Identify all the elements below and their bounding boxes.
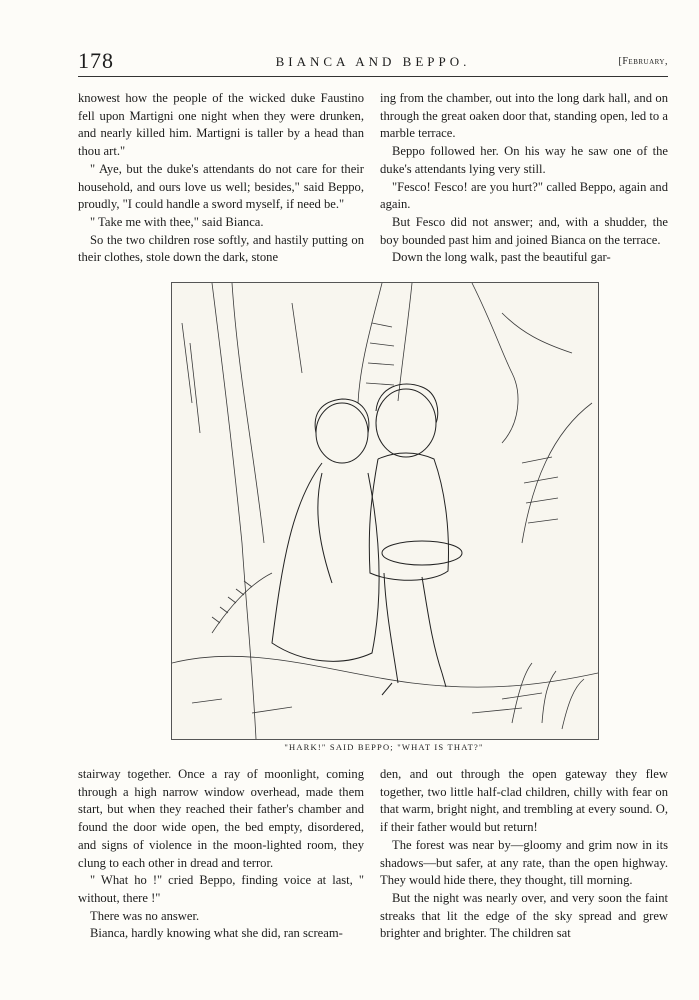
paragraph: Bianca, hardly knowing what she did, ran scream-: [90, 926, 343, 941]
paragraph: " What ho !" cried Beppo, finding voice at last, " without, there !": [78, 873, 364, 905]
header-rule: [78, 76, 668, 77]
paragraph: Beppo followed her. On his way he saw one of the duke's attendants lying very still.: [380, 144, 668, 176]
paragraph: knowest how the people of the wicked duke Faustino fell upon Martigni one night when they were drunken, and nearly killed him. Martigni is taller by a head than thou art.": [78, 91, 364, 159]
paragraph: " Aye, but the duke's attendants do not care for their household, and ours love us well; besides," said Beppo, proudly, "I could handle a sword myself, if need be.": [78, 161, 364, 212]
page-header: [78, 48, 668, 72]
paragraph: "Fesco! Fesco! are you hurt?" called Beppo, again and again.: [380, 179, 668, 212]
column-bottom-left: [78, 766, 364, 943]
paragraph: But Fesco did not answer; and, with a shudder, the boy bounded past him and joined Bianca on the terrace.: [380, 214, 668, 247]
paragraph: ing from the chamber, out into the long dark hall, and on through the great oaken door that, standing open, led to a marble terrace.: [380, 91, 668, 141]
paragraph: stairway together. Once a ray of moonlight, coming through a high narrow window overhead, made them start, but when they reached their father's chamber and found the door wide open, the bed empty, disordered, and signs of violence in the moon-lighted room, they clung to each other in dread and terror.: [78, 767, 364, 870]
figure-caption: "HARK!" SAID BEPPO; "WHAT IS THAT?": [284, 742, 484, 752]
paragraph: The forest was near by—gloomy and grim now in its shadows—but safer, at any rate, than the open highway. They would hide there, they thought, till morning.: [380, 837, 668, 888]
engraving-illustration: [171, 282, 599, 740]
running-title: BIANCA AND BEPPO.: [275, 54, 471, 69]
paragraph: There was no answer.: [90, 908, 200, 923]
paragraph: den, and out through the open gateway they flew together, two little half-clad children, chilly with fear on that warm, bright night, and trembling at every sound. O, if their father would but return!: [380, 767, 668, 835]
section-label: [February,: [618, 56, 668, 67]
column-top-right: [380, 90, 668, 267]
page-number: 178: [78, 48, 114, 73]
children-in-forest-engraving: [172, 283, 598, 739]
paragraph: " Take me with thee," said Bianca.: [90, 214, 264, 229]
column-top-left: [78, 90, 364, 267]
column-bottom-right: [380, 766, 668, 943]
paragraph: So the two children rose softly, and hastily putting on their clothes, stole down the dark, stone: [78, 232, 364, 265]
paragraph: Down the long walk, past the beautiful gar-: [392, 250, 611, 265]
paragraph: But the night was nearly over, and very soon the faint streaks that lit the edge of the sky spread and grew brighter and brighter. The children sat: [380, 890, 668, 941]
